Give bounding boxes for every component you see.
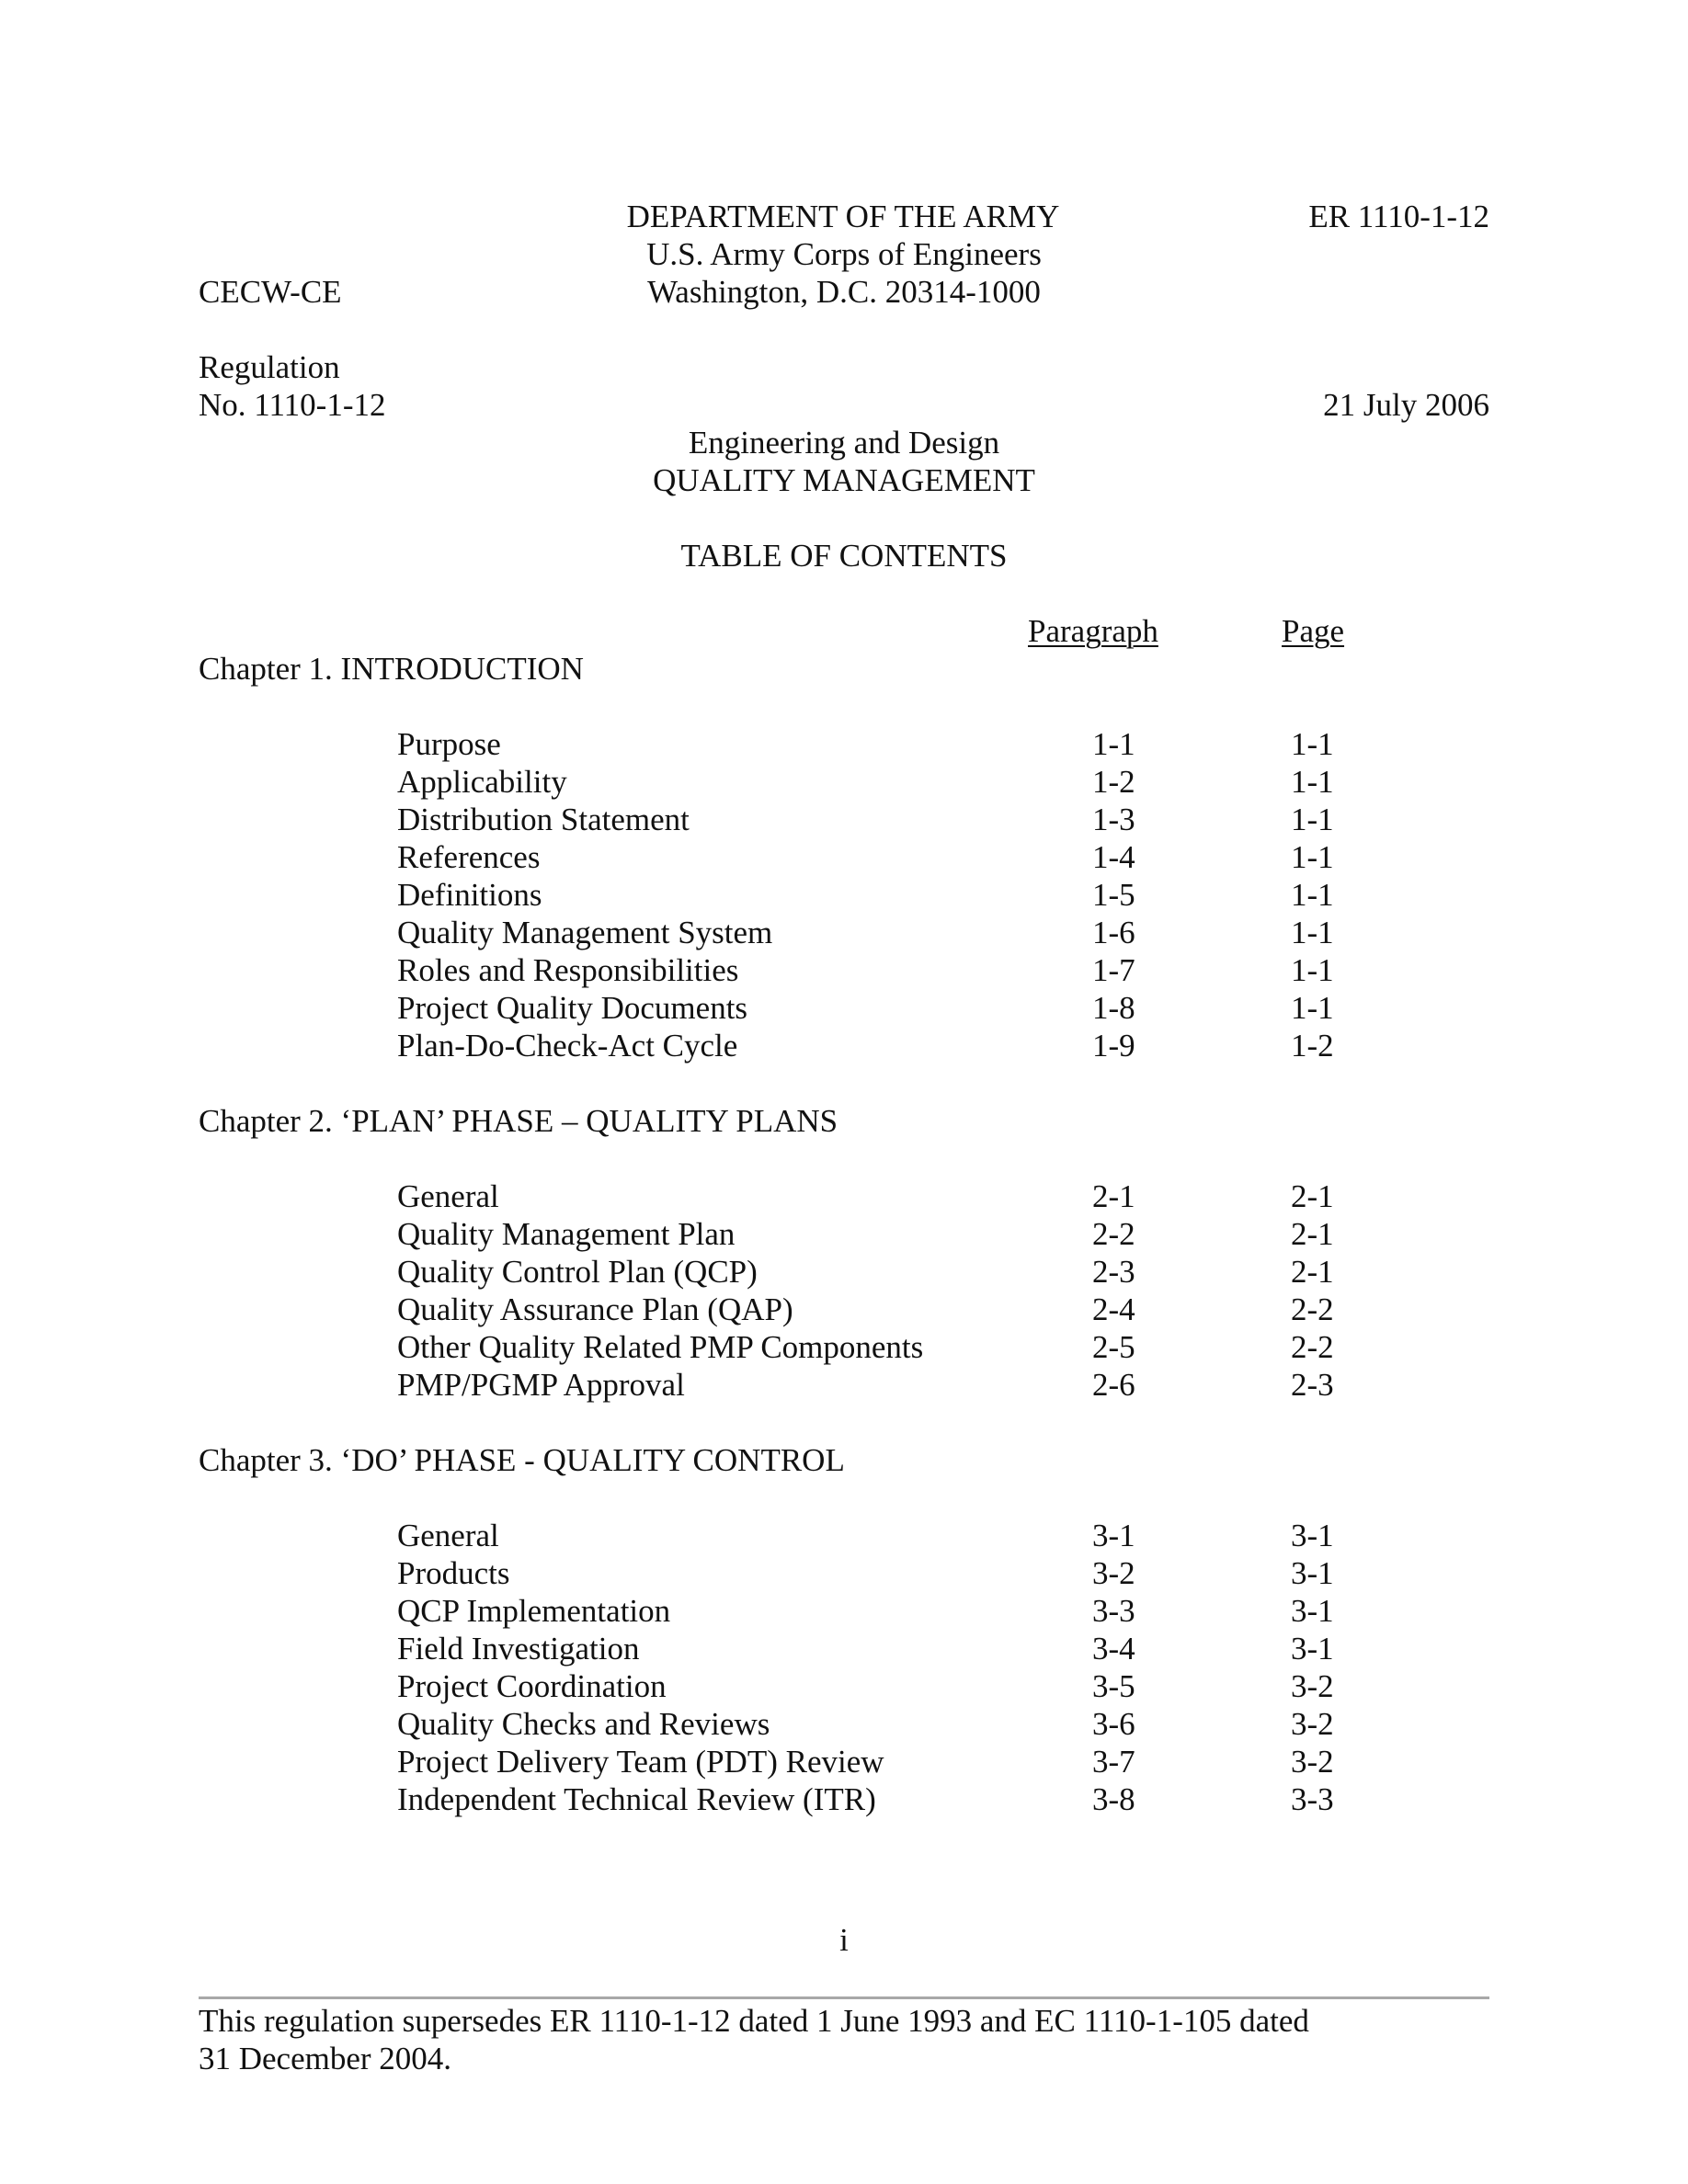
footnote-divider <box>199 1996 1489 1999</box>
toc-entry-page: 2-3 <box>1291 1367 1334 1403</box>
document-number: ER 1110-1-12 <box>1308 199 1489 234</box>
document-title: QUALITY MANAGEMENT <box>653 462 1035 498</box>
toc-entry-page: 1-1 <box>1291 764 1334 800</box>
toc-entry-page: 2-1 <box>1291 1178 1334 1214</box>
toc-entry-page: 1-1 <box>1291 839 1334 875</box>
toc-entry <box>0 989 1688 1027</box>
page-number: i <box>839 1922 849 1958</box>
document-subject: Engineering and Design <box>688 425 1000 461</box>
toc-entry-title: QCP Implementation <box>397 1593 671 1629</box>
office-symbol: CECW-CE <box>199 274 342 310</box>
toc-entry-title: Distribution Statement <box>397 802 690 837</box>
toc-entry-title: Quality Assurance Plan (QAP) <box>397 1291 793 1327</box>
toc-entry <box>0 1630 1688 1667</box>
toc-entry-page: 3-1 <box>1291 1631 1334 1666</box>
toc-entry-paragraph: 3-1 <box>1092 1518 1135 1553</box>
toc-entry <box>0 1667 1688 1705</box>
organization-name: U.S. Army Corps of Engineers <box>646 236 1042 272</box>
toc-entry-title: Quality Checks and Reviews <box>397 1706 770 1742</box>
toc-entry-paragraph: 2-2 <box>1092 1216 1135 1252</box>
toc-entry-paragraph: 3-5 <box>1092 1668 1135 1704</box>
toc-entry <box>0 1592 1688 1630</box>
toc-entry-title: Quality Management System <box>397 915 773 950</box>
toc-chapter-heading: Chapter 2. ‘PLAN’ PHASE – QUALITY PLANS <box>199 1103 838 1139</box>
toc-entry <box>0 1215 1688 1253</box>
toc-entry-paragraph: 1-6 <box>1092 915 1135 950</box>
toc-column-paragraph: Paragraph <box>1028 613 1158 649</box>
toc-entry <box>0 763 1688 801</box>
toc-entry-page: 1-1 <box>1291 726 1334 762</box>
toc-entry <box>0 876 1688 914</box>
toc-entry-title: Other Quality Related PMP Components <box>397 1329 924 1365</box>
toc-entry-page: 3-2 <box>1291 1706 1334 1742</box>
toc-entry-page: 1-1 <box>1291 952 1334 988</box>
toc-entry-paragraph: 3-8 <box>1092 1781 1135 1817</box>
toc-entry <box>0 838 1688 876</box>
toc-entry-page: 1-1 <box>1291 802 1334 837</box>
toc-entry-title: Quality Control Plan (QCP) <box>397 1254 758 1290</box>
supersedes-note-line-2: 31 December 2004. <box>199 2041 452 2076</box>
toc-entry <box>0 725 1688 763</box>
toc-entry-paragraph: 2-4 <box>1092 1291 1135 1327</box>
toc-entry-title: Definitions <box>397 877 542 913</box>
toc-entry-title: Project Delivery Team (PDT) Review <box>397 1744 884 1780</box>
toc-entry-paragraph: 1-9 <box>1092 1028 1135 1064</box>
toc-entry <box>0 1517 1688 1554</box>
toc-entry-title: References <box>397 839 541 875</box>
toc-entry-paragraph: 3-3 <box>1092 1593 1135 1629</box>
toc-entry-paragraph: 2-3 <box>1092 1254 1135 1290</box>
toc-entry-paragraph: 1-5 <box>1092 877 1135 913</box>
toc-entry-title: Project Coordination <box>397 1668 667 1704</box>
toc-entry-page: 3-3 <box>1291 1781 1334 1817</box>
toc-entry-title: Quality Management Plan <box>397 1216 736 1252</box>
toc-entry-paragraph: 3-6 <box>1092 1706 1135 1742</box>
toc-entry-page: 2-2 <box>1291 1291 1334 1327</box>
toc-entry <box>0 1743 1688 1780</box>
toc-entry-title: Purpose <box>397 726 501 762</box>
toc-entry-paragraph: 1-2 <box>1092 764 1135 800</box>
toc-entry-paragraph: 1-1 <box>1092 726 1135 762</box>
toc-entry <box>0 1253 1688 1291</box>
toc-entry-title: Applicability <box>397 764 567 800</box>
address: Washington, D.C. 20314-1000 <box>647 274 1041 310</box>
toc-entry-paragraph: 1-8 <box>1092 990 1135 1026</box>
toc-entry-title: Project Quality Documents <box>397 990 748 1026</box>
toc-entry-paragraph: 2-6 <box>1092 1367 1135 1403</box>
document-date: 21 July 2006 <box>1323 387 1489 423</box>
toc-column-page: Page <box>1282 613 1345 649</box>
toc-entry <box>0 1780 1688 1818</box>
toc-entry-paragraph: 3-2 <box>1092 1555 1135 1591</box>
toc-entry <box>0 1177 1688 1215</box>
toc-entry-paragraph: 1-7 <box>1092 952 1135 988</box>
toc-entry <box>0 1554 1688 1592</box>
toc-entry-title: Products <box>397 1555 510 1591</box>
toc-entry-page: 1-1 <box>1291 915 1334 950</box>
regulation-number: No. 1110-1-12 <box>199 387 386 423</box>
toc-entry-paragraph: 2-5 <box>1092 1329 1135 1365</box>
regulation-label: Regulation <box>199 349 340 385</box>
toc-entry-paragraph: 1-3 <box>1092 802 1135 837</box>
toc-entry-title: Field Investigation <box>397 1631 640 1666</box>
toc-entry-page: 3-1 <box>1291 1593 1334 1629</box>
toc-entry <box>0 801 1688 838</box>
toc-entry <box>0 1027 1688 1064</box>
toc-entry-page: 1-2 <box>1291 1028 1334 1064</box>
toc-entry-title: Independent Technical Review (ITR) <box>397 1781 876 1817</box>
toc-entry-paragraph: 2-1 <box>1092 1178 1135 1214</box>
toc-entry-page: 1-1 <box>1291 877 1334 913</box>
toc-entry-title: Roles and Responsibilities <box>397 952 739 988</box>
toc-entry-paragraph: 1-4 <box>1092 839 1135 875</box>
toc-entry-title: Plan-Do-Check-Act Cycle <box>397 1028 738 1064</box>
toc-entry-page: 3-2 <box>1291 1744 1334 1780</box>
agency-name: DEPARTMENT OF THE ARMY <box>626 199 1060 234</box>
toc-entry-paragraph: 3-7 <box>1092 1744 1135 1780</box>
toc-chapter-heading: Chapter 3. ‘DO’ PHASE - QUALITY CONTROL <box>199 1442 845 1478</box>
toc-entry-page: 2-1 <box>1291 1216 1334 1252</box>
supersedes-note-line-1: This regulation supersedes ER 1110-1-12 dated 1 June 1993 and EC 1110-1-105 dated <box>199 2003 1309 2039</box>
toc-entry-page: 3-1 <box>1291 1555 1334 1591</box>
toc-heading: TABLE OF CONTENTS <box>680 538 1008 574</box>
toc-entry-page: 2-2 <box>1291 1329 1334 1365</box>
toc-entry-paragraph: 3-4 <box>1092 1631 1135 1666</box>
toc-entry <box>0 1705 1688 1743</box>
toc-entry-page: 2-1 <box>1291 1254 1334 1290</box>
toc-entry <box>0 914 1688 951</box>
toc-entry-title: PMP/PGMP Approval <box>397 1367 685 1403</box>
toc-chapter-heading: Chapter 1. INTRODUCTION <box>199 651 584 687</box>
toc-entry <box>0 951 1688 989</box>
toc-entry-page: 1-1 <box>1291 990 1334 1026</box>
toc-entry <box>0 1291 1688 1328</box>
toc-entry <box>0 1328 1688 1366</box>
toc-entry-title: General <box>397 1178 499 1214</box>
toc-entry-page: 3-1 <box>1291 1518 1334 1553</box>
toc-entry-title: General <box>397 1518 499 1553</box>
toc-entry-page: 3-2 <box>1291 1668 1334 1704</box>
toc-entry <box>0 1366 1688 1404</box>
